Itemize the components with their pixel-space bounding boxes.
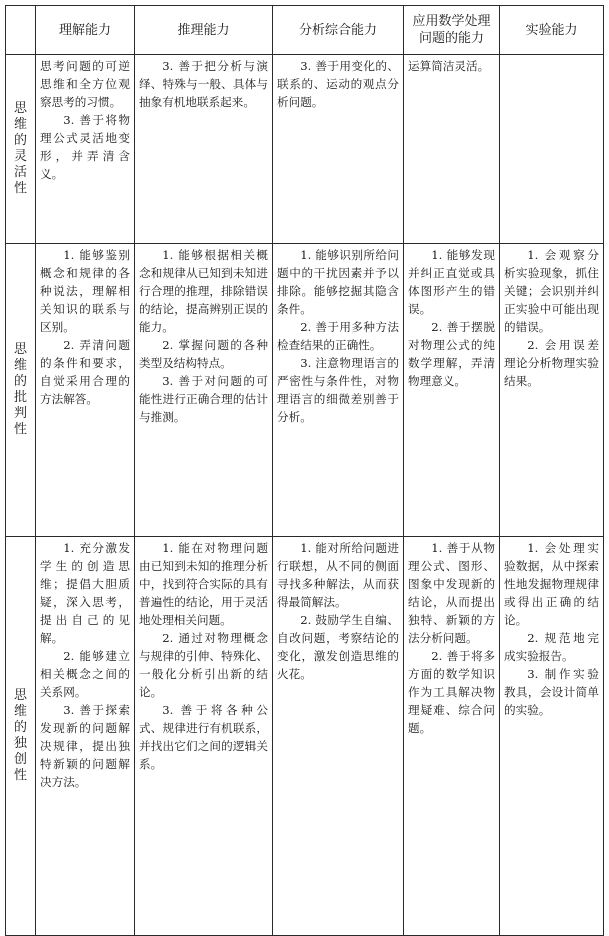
cell-paragraph: 3. 善于将物理公式灵活地变形，并弄清含义。: [40, 113, 130, 181]
row-label-flexibility: 思维的灵活性: [6, 55, 36, 244]
cell-paragraph: 思考问题的可逆思维和全方位观察思考的习惯。: [40, 59, 130, 109]
cell-paragraph: 1. 能够识别所给问题中的干扰因素并予以排除。能够挖掘其隐含条件。: [277, 248, 399, 316]
col-header-experiment: 实验能力: [500, 6, 604, 55]
table-cell: [135, 55, 273, 244]
cell-paragraph: 1. 能够发现并纠正直觉或具体图形产生的错误。: [408, 248, 495, 316]
table-cell: [404, 244, 500, 537]
cell-paragraph: 2. 弄清问题的条件和要求，自觉采用合理的方法解答。: [40, 338, 130, 406]
cell-paragraph: 3. 制作实验教具，会设计简单的实验。: [504, 667, 599, 717]
cell-paragraph: 1. 会观察分析实验现象，抓住关键；会识别并纠正实验中可能出现的错误。: [504, 248, 599, 334]
thinking-ability-table: [5, 5, 604, 936]
table-cell: [404, 55, 500, 244]
cell-paragraph: 3. 善于把分析与演绎、特殊与一般、具体与抽象有机地联系起来。: [139, 59, 268, 109]
cell-paragraph: 3. 善于对问题的可能性进行正确合理的估计与推测。: [139, 374, 268, 424]
cell-paragraph: 3. 善于探索发现新的问题解决规律，提出独特新颖的问题解决方法。: [40, 703, 130, 789]
table-cell: [273, 244, 404, 537]
cell-paragraph: 3. 注意物理语言的严密性与条件性，对物理语言的细微差别善于分析。: [277, 356, 399, 424]
col-header-reasoning: 推理能力: [135, 6, 273, 55]
table-cell: [500, 537, 604, 936]
cell-paragraph: 1. 能对所给问题进行联想，从不同的侧面寻找多种解法，从而获得最简解法。: [277, 541, 399, 609]
col-header-analysis: 分析综合能力: [273, 6, 404, 55]
table-cell: [135, 244, 273, 537]
cell-paragraph: 运算简洁灵活。: [408, 59, 490, 73]
cell-paragraph: 2. 掌握问题的各种类型及结构特点。: [139, 338, 268, 370]
cell-paragraph: 2. 善于摆脱对物理公式的纯数学理解，弄清物理意义。: [408, 320, 495, 388]
row-label-originality: 思维的独创性: [6, 537, 36, 936]
cell-paragraph: 1. 充分激发学生的创造思维；提倡大胆质疑，深入思考，提出自己的见解。: [40, 541, 130, 645]
table-cell: [36, 537, 135, 936]
cell-paragraph: 2. 鼓励学生自编、自改问题，考察结论的变化，激发创造思维的火花。: [277, 613, 399, 681]
cell-paragraph: 1. 会处理实验数据，从中探索性地发掘物理规律或得出正确的结论。: [504, 541, 599, 627]
table-cell: [500, 244, 604, 537]
table-row: [6, 537, 604, 936]
table-cell: [273, 55, 404, 244]
cell-paragraph: 2. 会用误差理论分析物理实验结果。: [504, 338, 599, 388]
cell-paragraph: 2. 规范地完成实验报告。: [504, 631, 599, 663]
table-row: [6, 244, 604, 537]
table-row: [6, 55, 604, 244]
table-cell: [36, 55, 135, 244]
cell-paragraph: 2. 善于将多方面的数学知识作为工具解决物理疑难、综合问题。: [408, 649, 495, 735]
cell-paragraph: 1. 善于从物理公式、图形、图象中发现新的结论，从而提出独特、新颖的方法分析问题。: [408, 541, 495, 645]
col-header-understanding: 理解能力: [36, 6, 135, 55]
cell-paragraph: 2. 善于用多种方法检查结果的正确性。: [277, 320, 399, 352]
table-cell: [135, 537, 273, 936]
cell-paragraph: 3. 善于将各种公式、规律进行有机联系，并找出它们之间的逻辑关系。: [139, 703, 268, 771]
cell-paragraph: 2. 能够建立相关概念之间的关系网。: [40, 649, 130, 699]
table-cell: [36, 244, 135, 537]
table-cell: [273, 537, 404, 936]
row-label-critical: 思维的批判性: [6, 244, 36, 537]
corner-cell: [6, 6, 36, 55]
cell-paragraph: 1. 能在对物理问题由已知到未知的推理分析中，找到符合实际的具有普遍性的结论，用于灵活地处理相关问题。: [139, 541, 268, 627]
cell-paragraph: 1. 能够根据相关概念和规律从已知到未知进行合理的推理，排除错误的结论，提高辨别正误的能力。: [139, 248, 268, 334]
header-row: [6, 6, 604, 55]
cell-paragraph: 1. 能够鉴别概念和规律的各种说法，理解相关知识的联系与区别。: [40, 248, 130, 334]
cell-paragraph: 2. 通过对物理概念与规律的引伸、特殊化、一般化分析引出新的结论。: [139, 631, 268, 699]
table-cell: [404, 537, 500, 936]
table-cell: [500, 55, 604, 244]
cell-paragraph: 3. 善于用变化的、联系的、运动的观点分析问题。: [277, 59, 399, 109]
col-header-math-application: 应用数学处理问题的能力: [404, 6, 500, 55]
